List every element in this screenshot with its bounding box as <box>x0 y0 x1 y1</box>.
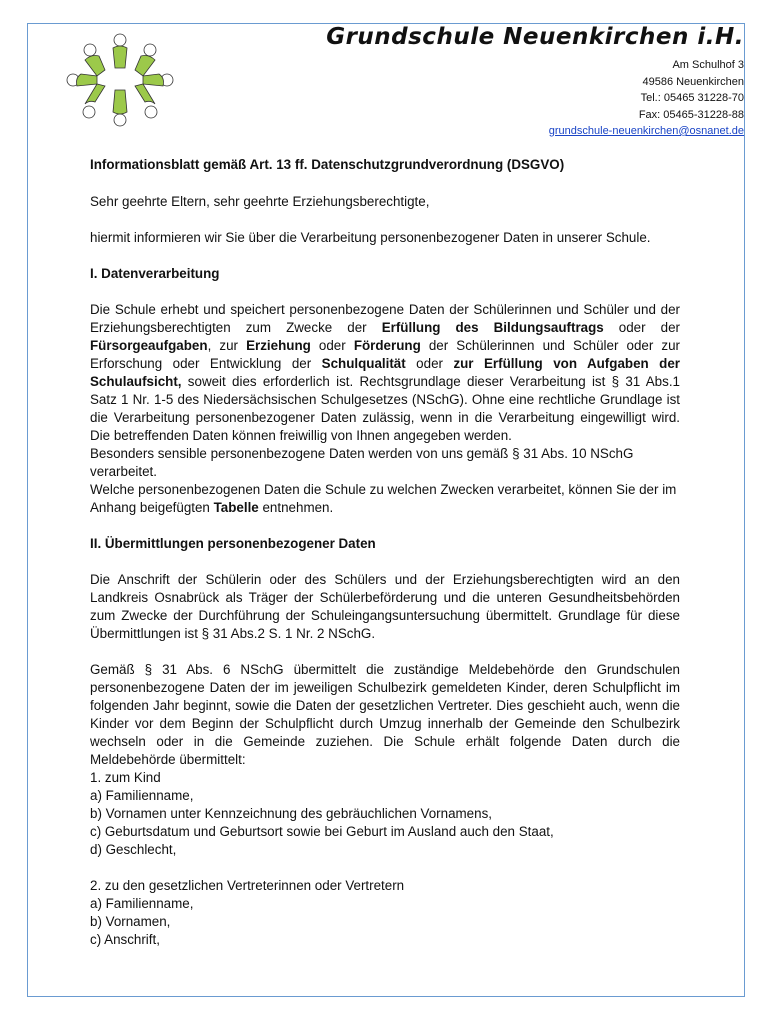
child-data-list <box>90 769 680 859</box>
section2-paragraph-2: Gemäß § 31 Abs. 6 NSchG übermittelt die zuständige Meldebehörde den Grundschulen personenbezogene Daten der im jeweiligen Schulbezirk gemeldeten Kinder, deren Schulpflicht im folgenden Jahr beginnt, sowie die Daten der gesetzlichen Vertreter. Dies geschieht auch, wenn die Kinder vor dem Beginn der Schulpflicht durch Umzug innerhalb der Gemeinde den Schulbezirk wechseln oder in die Gemeinde zuziehen. Die Schule erhält folgende Daten durch die Meldebehörde übermittelt: <box>90 662 680 767</box>
section2-paragraph-1: Die Anschrift der Schülerin oder des Schülers und der Erziehungsberechtigten wird an den Landkreis Osnabrück als Träger der Schülerbeförderung und die unteren Gesundheitsbehörden zum Zwecke der Durchführung der Schuleingangsuntersuchung übermittelt. Grundlage für diese Übermittlungen ist § 31 Abs.2 S. 1 Nr. 2 NSchG. <box>90 572 680 641</box>
list-item: 2. zu den gesetzlichen Vertreterinnen oder Vertretern <box>90 878 405 893</box>
list-item: c) Geburtsdatum und Geburtsort sowie bei Geburt im Ausland auch den Staat, <box>90 824 554 839</box>
list-item: 1. zum Kind <box>90 770 161 785</box>
section-heading-datenverarbeitung: I. Datenverarbeitung <box>90 266 220 281</box>
list-item: a) Familienname, <box>90 896 194 911</box>
intro-paragraph: hiermit informieren wir Sie über die Verarbeitung personenbezogener Daten in unserer Schule. <box>90 230 651 245</box>
list-item: b) Vornamen, <box>90 914 171 929</box>
list-item: c) Anschrift, <box>90 932 160 947</box>
salutation: Sehr geehrte Eltern, sehr geehrte Erziehungsberechtigte, <box>90 194 430 209</box>
section1-sensitive-data: Besonders sensible personenbezogene Daten werden von uns gemäß § 31 Abs. 10 NSchG verarbeitet. <box>90 446 634 479</box>
list-item: b) Vornamen unter Kennzeichnung des gebräuchlichen Vornamens, <box>90 806 492 821</box>
phone-number: Tel.: 05465 31228-70 <box>640 92 744 104</box>
section1-table-reference: Welche personenbezogenen Daten die Schule zu welchen Zwecken verarbeitet, können Sie der im Anhang beigefügten Tabelle entnehmen. <box>90 482 677 515</box>
document-title: Informationsblatt gemäß Art. 13 ff. Datenschutzgrundverordnung (DSGVO) <box>90 157 565 172</box>
section-heading-uebermittlungen: II. Übermittlungen personenbezogener Daten <box>90 536 376 551</box>
school-logo-icon <box>55 28 185 128</box>
fax-number: Fax: 05465-31228-88 <box>638 108 744 121</box>
email-link[interactable]: grundschule-neuenkirchen@osnanet.de <box>548 125 744 137</box>
section1-paragraph: Die Schule erhebt und speichert personenbezogene Daten der Schülerinnen und Schüler und der Erziehungsberechtigten zum Zwecke der Erfüllung des Bildungsauftrags oder der Fürsorgeaufgaben, zur Erziehung oder Förderung der Schülerinnen und Schüler oder zur Erforschung oder Entwicklung der Schulqualität oder zur Erfüllung von Aufgaben der Schulaufsicht, soweit dies erforderlich ist. Rechtsgrundlage dieser Verarbeitung ist § 31 Abs.1 Satz 1 Nr. 1-5 des Niedersächsischen Schulgesetzes (NSchG). Ohne eine rechtliche Grundlage ist die Verarbeitung personenbezogener Daten zulässig, wenn in die Verarbeitung eingewilligt wird. Die betreffenden Daten können freiwillig von Ihnen angegeben werden. <box>90 302 680 443</box>
school-name: Grundschule Neuenkirchen i.H. <box>326 24 744 50</box>
list-item: a) Familienname, <box>90 788 194 803</box>
document-body <box>90 156 680 949</box>
guardian-data-list <box>90 877 680 949</box>
list-item: d) Geschlecht, <box>90 842 177 857</box>
address-block <box>549 57 744 140</box>
address-city: 49586 Neuenkirchen <box>642 75 744 88</box>
address-street: Am Schulhof 3 <box>672 59 744 71</box>
